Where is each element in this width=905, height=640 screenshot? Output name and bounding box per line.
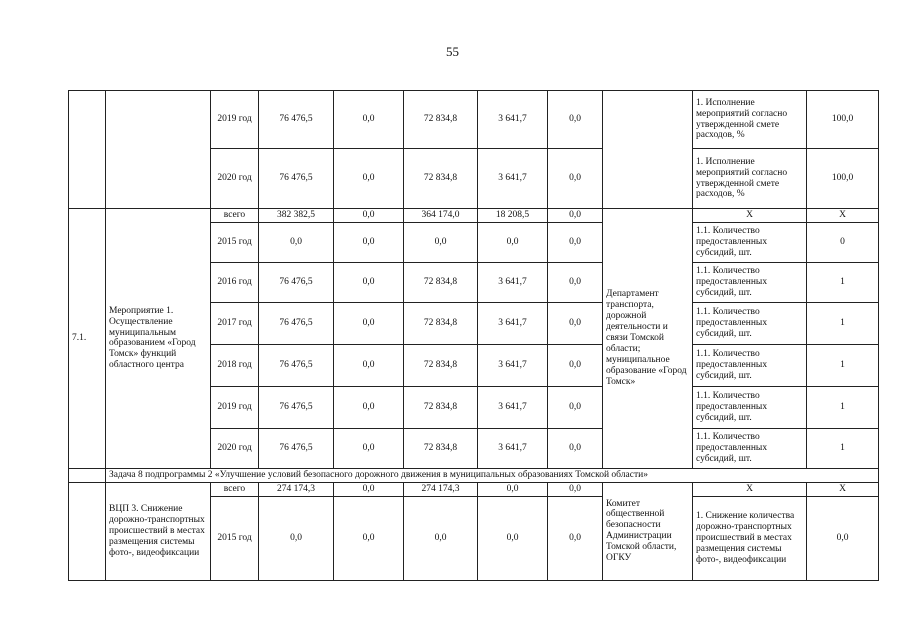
year-cell: 2019 год [211, 386, 259, 428]
executor-cell [603, 91, 693, 209]
year-cell: 2015 год [211, 496, 259, 580]
municipal-cell: 3 641,7 [478, 262, 548, 302]
total-cell: 76 476,5 [259, 302, 334, 344]
indicator-value-cell: 100,0 [807, 149, 879, 209]
indicator-cell: X [693, 482, 807, 496]
table-row [69, 482, 879, 496]
federal-cell: 0,0 [334, 428, 404, 468]
other-cell: 0,0 [548, 482, 603, 496]
regional-cell: 72 834,8 [404, 262, 478, 302]
total-cell: 76 476,5 [259, 91, 334, 149]
federal-cell: 0,0 [334, 262, 404, 302]
federal-cell: 0,0 [334, 496, 404, 580]
other-cell: 0,0 [548, 428, 603, 468]
indicator-value-cell: 100,0 [807, 91, 879, 149]
municipal-cell: 3 641,7 [478, 302, 548, 344]
indicator-value-cell: 1 [807, 344, 879, 386]
regional-cell: 72 834,8 [404, 344, 478, 386]
regional-cell: 72 834,8 [404, 302, 478, 344]
federal-cell: 0,0 [334, 222, 404, 262]
municipal-cell: 0,0 [478, 496, 548, 580]
regional-cell: 72 834,8 [404, 91, 478, 149]
year-cell: всего [211, 482, 259, 496]
regional-cell: 274 174,3 [404, 482, 478, 496]
other-cell: 0,0 [548, 149, 603, 209]
indicator-value-cell: 0,0 [807, 496, 879, 580]
indicator-value-cell: X [807, 482, 879, 496]
federal-cell: 0,0 [334, 482, 404, 496]
regional-cell: 364 174,0 [404, 209, 478, 223]
program-table [68, 90, 879, 581]
indicator-cell: 1.1. Количество предоставленных субсидий, шт. [693, 222, 807, 262]
indicator-cell: 1. Исполнение мероприятий согласно утвержденной смете расходов, % [693, 91, 807, 149]
indicator-cell: 1.1. Количество предоставленных субсидий, шт. [693, 386, 807, 428]
table-row [69, 91, 879, 149]
municipal-cell: 18 208,5 [478, 209, 548, 223]
indicator-cell: X [693, 209, 807, 223]
total-cell: 382 382,5 [259, 209, 334, 223]
year-cell: 2015 год [211, 222, 259, 262]
federal-cell: 0,0 [334, 386, 404, 428]
municipal-cell: 3 641,7 [478, 344, 548, 386]
total-cell: 76 476,5 [259, 149, 334, 209]
federal-cell: 0,0 [334, 91, 404, 149]
year-cell: 2016 год [211, 262, 259, 302]
municipal-cell: 0,0 [478, 222, 548, 262]
municipal-cell: 3 641,7 [478, 428, 548, 468]
municipal-cell: 3 641,7 [478, 386, 548, 428]
total-cell: 274 174,3 [259, 482, 334, 496]
total-cell: 76 476,5 [259, 428, 334, 468]
year-cell: 2020 год [211, 428, 259, 468]
indicator-cell: 1.1. Количество предоставленных субсидий, шт. [693, 302, 807, 344]
regional-cell: 72 834,8 [404, 428, 478, 468]
year-cell: 2018 год [211, 344, 259, 386]
indicator-cell: 1.1. Количество предоставленных субсидий, шт. [693, 344, 807, 386]
total-cell: 76 476,5 [259, 262, 334, 302]
municipal-cell: 3 641,7 [478, 149, 548, 209]
year-cell: 2019 год [211, 91, 259, 149]
total-cell: 76 476,5 [259, 344, 334, 386]
total-cell: 0,0 [259, 496, 334, 580]
indicator-cell: 1.1. Количество предоставленных субсидий, шт. [693, 262, 807, 302]
indicator-cell: 1. Снижение количества дорожно-транспортных происшествий в местах размещения системы фото-, видеофиксации [693, 496, 807, 580]
executor-cell: Комитет общественной безопасности Администрации Томской области, ОГКУ [603, 482, 693, 580]
other-cell: 0,0 [548, 344, 603, 386]
indicator-value-cell: 1 [807, 262, 879, 302]
task-heading: Задача 8 подпрограммы 2 «Улучшение условий безопасного дорожного движения в муниципальных образованиях Томской области» [106, 468, 879, 482]
row-number-cell [69, 482, 106, 580]
activity-name-cell [106, 91, 211, 209]
page-number: 55 [446, 44, 459, 59]
indicator-cell: 1.1. Количество предоставленных субсидий, шт. [693, 428, 807, 468]
indicator-value-cell: X [807, 209, 879, 223]
federal-cell: 0,0 [334, 149, 404, 209]
row-number-cell [69, 91, 106, 209]
federal-cell: 0,0 [334, 209, 404, 223]
activity-name-cell: Мероприятие 1. Осуществление муниципальным образованием «Город Томск» функций областного центра [106, 209, 211, 469]
indicator-value-cell: 1 [807, 386, 879, 428]
federal-cell: 0,0 [334, 344, 404, 386]
executor-cell: Департамент транспорта, дорожной деятельности и связи Томской области; муниципальное образование «Город Томск» [603, 209, 693, 469]
federal-cell: 0,0 [334, 302, 404, 344]
row-number-cell: 7.1. [69, 209, 106, 469]
year-cell: 2017 год [211, 302, 259, 344]
regional-cell: 0,0 [404, 496, 478, 580]
other-cell: 0,0 [548, 209, 603, 223]
total-cell: 0,0 [259, 222, 334, 262]
other-cell: 0,0 [548, 262, 603, 302]
regional-cell: 72 834,8 [404, 386, 478, 428]
table-row [69, 209, 879, 223]
indicator-value-cell: 1 [807, 428, 879, 468]
indicator-value-cell: 0 [807, 222, 879, 262]
total-cell: 76 476,5 [259, 386, 334, 428]
indicator-value-cell: 1 [807, 302, 879, 344]
other-cell: 0,0 [548, 302, 603, 344]
other-cell: 0,0 [548, 386, 603, 428]
row-number-cell [69, 468, 106, 482]
year-cell: 2020 год [211, 149, 259, 209]
regional-cell: 72 834,8 [404, 149, 478, 209]
table-row [69, 468, 879, 482]
municipal-cell: 3 641,7 [478, 91, 548, 149]
year-cell: всего [211, 209, 259, 223]
municipal-cell: 0,0 [478, 482, 548, 496]
indicator-cell: 1. Исполнение мероприятий согласно утвержденной смете расходов, % [693, 149, 807, 209]
other-cell: 0,0 [548, 91, 603, 149]
regional-cell: 0,0 [404, 222, 478, 262]
other-cell: 0,0 [548, 222, 603, 262]
other-cell: 0,0 [548, 496, 603, 580]
activity-name-cell: ВЦП 3. Снижение дорожно-транспортных происшествий в местах размещения системы фото-, видеофиксации [106, 482, 211, 580]
